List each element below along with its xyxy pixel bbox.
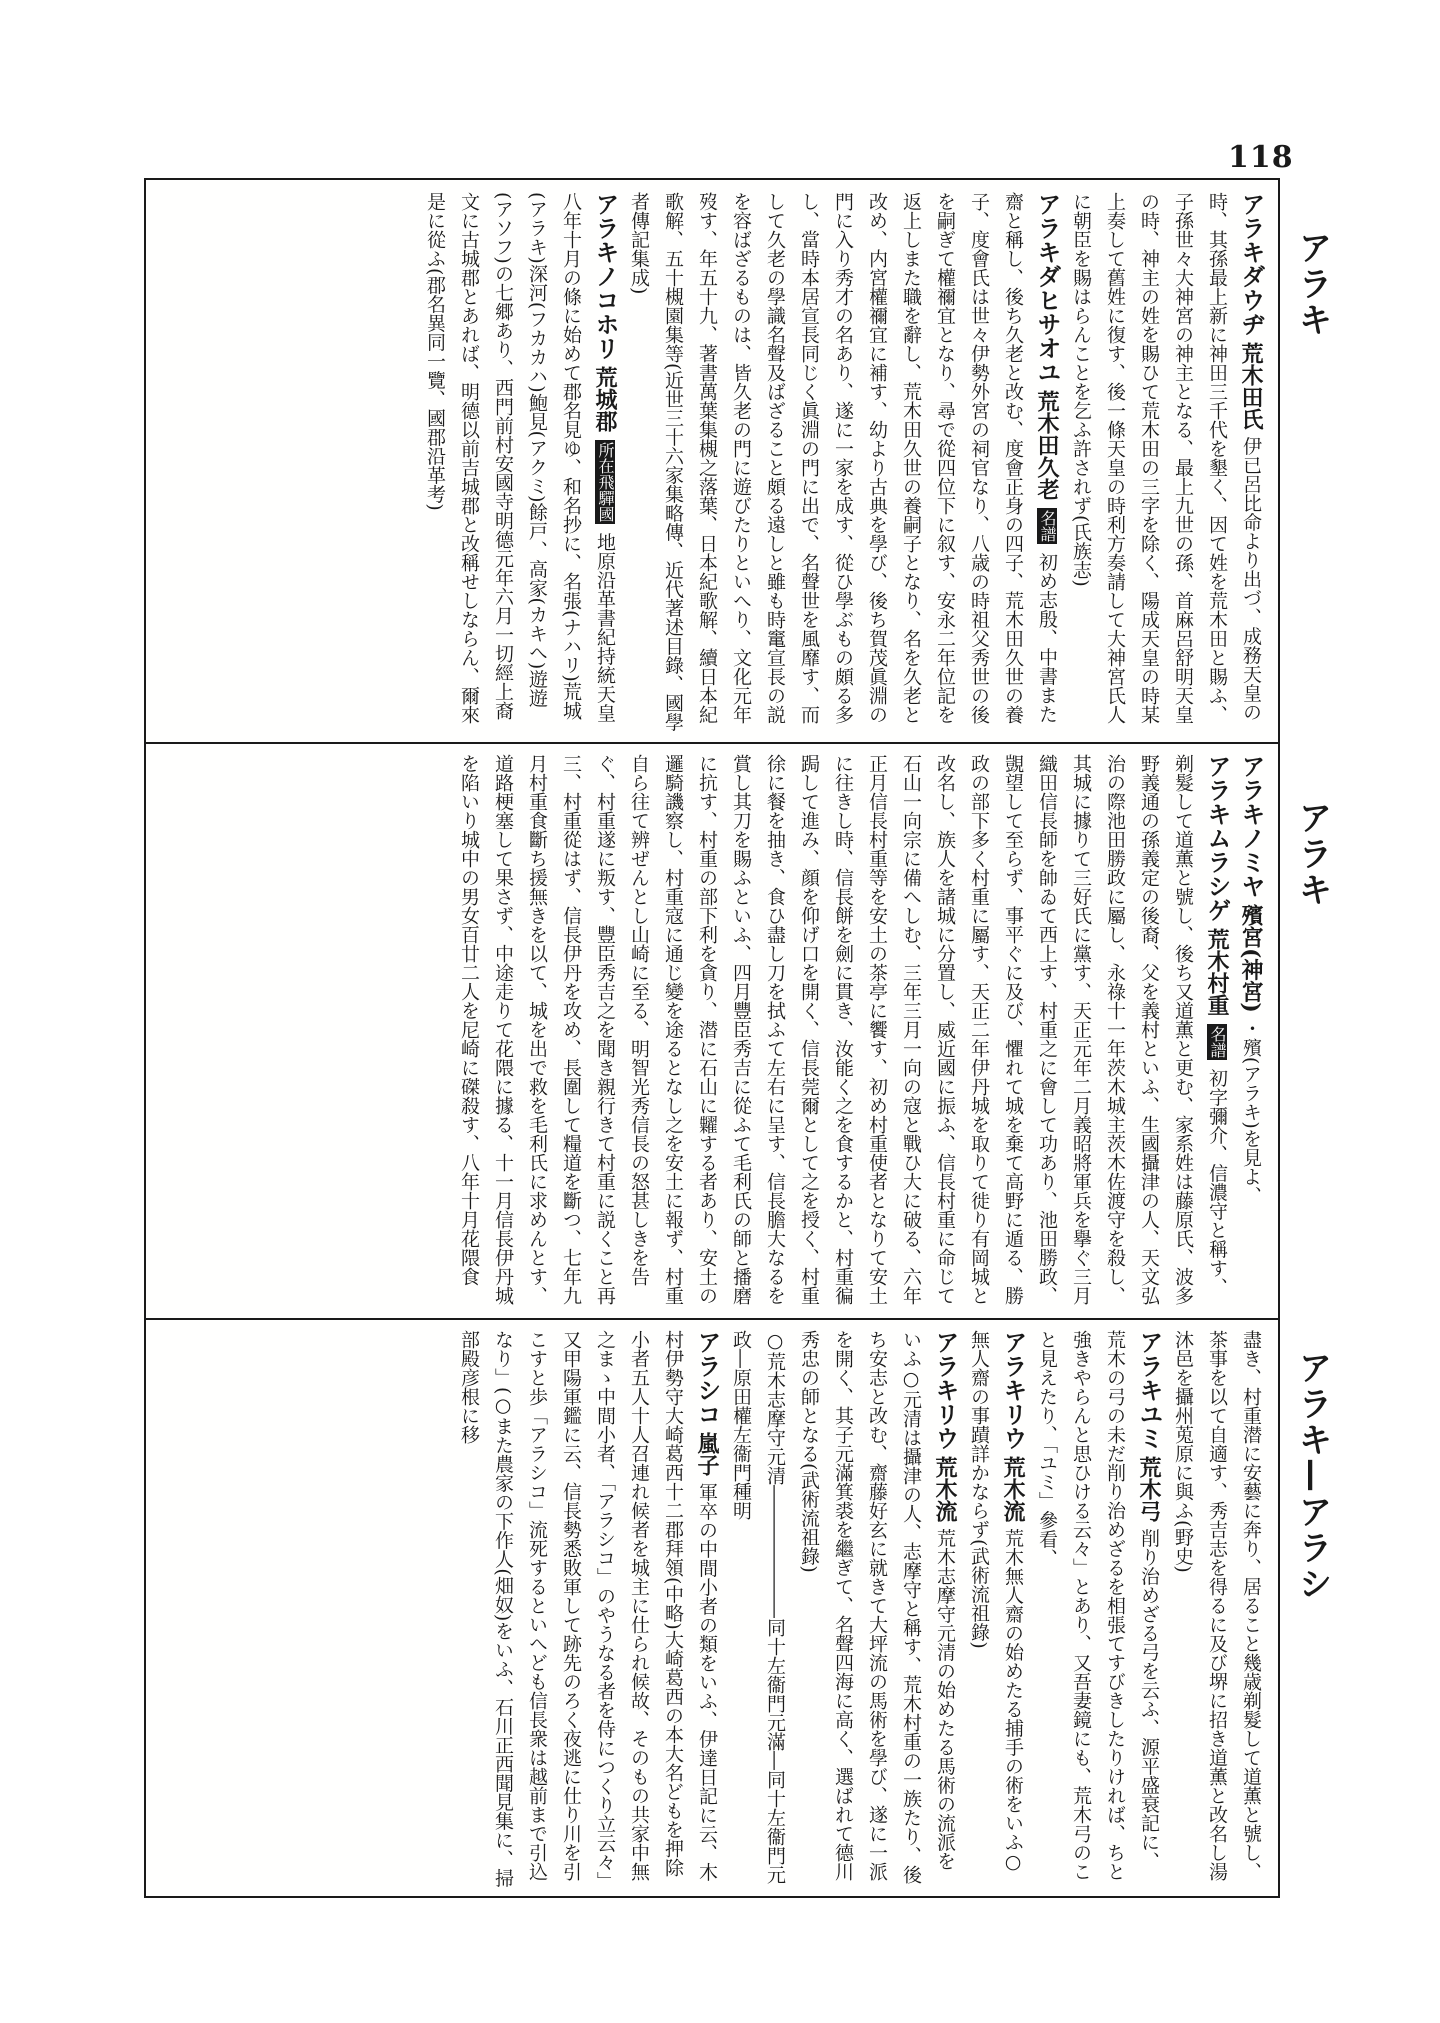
- entry-body: 盡き、村重潜に安藝に奔り、居ること幾歳剃髮して道薫と號し、茶事を以て自適す、秀吉志を得るに及び堺に招き道薫と改名し湯沐邑を攝州莵原に與ふ(野史): [1172, 1330, 1262, 1881]
- entry-heading: アラキユミ: [1135, 1330, 1163, 1450]
- entry-tag: 名譜: [1208, 1026, 1227, 1059]
- entry-body: 削り治めざる弓を云ふ、源平盛衰記に、荒木の弓の未だ削り治めざるを相張てすびきしたりければ、ちと強きやらんと思ひける云々」とあり、又吾妻鏡にも、荒木弓のこと見えたり、「ユミ」參看、: [1036, 1330, 1160, 1881]
- entry: [1234, 754, 1268, 1308]
- entry-body: 荒木無人齋の始めたる捕手の術をいふ○無人齋の事蹟詳かならず(武術流祖錄): [968, 1330, 1024, 1874]
- entry-kanji: 荒木田氏: [1238, 342, 1264, 431]
- entry-body: 初め志殷、中書また齋と稱し、後ち久老と改む、度會正身の四子、荒木田久世の養子、度會氏は世々伊勢外宮の祠官なり、八歳の時祖父秀世の後を嗣ぎて權禰宜となり、尋で從四位下に叙す、安永二年位記を返上しまた職を辭し、荒木田久世の養嗣子となり、名を久老と改め、内宮權禰宜に補す、幼より古典を學び、後ち賀茂眞淵の門に入り秀才の名あり、遂に一家を成す、從ひ學ぶもの頗る多し、當時本居宣長同じく眞淵の門に出で、名聲世を風靡す、而して久老の學識名聲及ばざること頗る遠しと雖も時竃宣長の説を容ばざるものは、皆久老の門に遊びたりといへり、文化元年歿す、年五十九、著書萬葉集槻之落葉、日本紀歌解、續日本紀歌解、五十槻園集等(近世三十六家集略傳、近代著述目錄、國學者傳記集成): [628, 192, 1058, 732]
- entry-body: ・殯(アラキ)を見よ、: [1240, 1018, 1262, 1205]
- section-divider: [146, 1318, 1278, 1320]
- entry: [452, 1330, 724, 1888]
- entry-heading: アラキダウヂ: [1237, 192, 1265, 336]
- entry-kanji: 荒城郡: [592, 366, 618, 433]
- entry-body: 伊已呂比命より出づ、成務天皇の時、其孫最上新に神田三千代を墾く、因て姓を荒木田と賜ふ、子孫世々大神宮の神主となる、最上九世の孫、首麻呂舒明天皇の時、神主の姓を賜ひて荒木田の三字を除く、陽成天皇の時某上奏して舊姓に復す、後一條天皇の時利方奏請して大神宮氏人に朝臣を賜はらんことを乞ふ許されず(氏族志): [1070, 192, 1262, 724]
- section-2: [158, 754, 1268, 1308]
- entry: [418, 192, 622, 732]
- genealogy: [724, 1330, 792, 1888]
- entry-heading: アラキダヒサオユ: [1033, 192, 1061, 384]
- entry-heading: アラキノミヤ: [1237, 754, 1265, 898]
- entry-body: 初字彌介、信濃守と稱す、剃髮して道薫と號し、後ち又道薫と更む、家系姓は藤原氏、波多野義通の孫義定の後裔、父を義村といふ、生國攝津の人、天文弘治の際池田勝政に屬し、永祿十一年茨木城主茨木佐渡守を殺し、其城に據りて三好氏に黨す、天正元年二月義昭將軍兵を擧ぐ三月織田信長師を帥ゐて西上す、村重之に會して功あり、池田勝政、覬望して至らず、事平ぐに及び、懼れて城を棄て高野に遁る、勝政の部下多く村重に屬す、天正二年伊丹城を取りて徙り有岡城と改名し、族人を諸城に分置し、威近國に振ふ、信長村重に命じて石山一向宗に備へしむ、三年三月一向の寇と戰ひ大に破る、六年正月信長村重等を安土の茶亭に饗す、初め村重使者となりて安土に往きし時、信長餅を劍に貫き、汝能く之を食するかと、村重徧跼して進み、顔を仰げ口を開く、信長莞爾として之を授く、村重徐に餐を抽き、食ひ盡し刀を拭ふて左右に呈す、信長膽大なるを賞し其刀を賜ふといふ、四月豐臣秀吉に從ふて毛利氏の師と播磨に抗す、村重の部下利を貪り、潜に石山に糶する者あり、安土の邏騎譏察し、村重寇に通じ變を途るとなし之を安土に報ず、村重自ら往て辨ぜんとし山崎に至る、明智光秀信長の怒甚しきを告ぐ、村重遂に叛す、豐臣秀吉之を聞き親行きて村重に説くこと再三、村重從はず、信長伊丹を攻め、長圍して糧道を斷つ、七年九月村重食斷ち援無きを以て、城を出で救を毛利氏に求めんとす、道路梗塞して果さず、中途走りて花隈に據る、十一月信長伊丹城を陷いり城中の男女百廿二人を尼崎に磔殺す、八年十月花隈食: [458, 754, 1228, 1305]
- entry-heading: アラキムラシゲ: [1203, 754, 1231, 922]
- entry-body: 軍卒の中間小者の類をいふ、伊達日記に云、木村伊勢守大崎葛西十二郡拜領(中略)大崎葛西の本大名どもを押除小者五人十人召連れ候者を城主に仕られ候故、そのもの共家中無之まゝ中間小者、「アラシコ」のやうなる者を侍につくり立云々」又甲陽軍鑑に云、信長勢悉敗軍して跡先のろく夜逃に仕り川を引こすと歩「アラシコ」流死するといへども信長衆は越前まで引込なり」(○また農家の下作人(畑奴)をいふ、石川正西聞見集に、掃部殿彦根に移: [458, 1330, 718, 1888]
- entry: [622, 192, 1064, 732]
- entry: [1064, 192, 1268, 732]
- entry-kanji: 殯宮(神宮): [1238, 904, 1264, 1013]
- entry: [452, 754, 1234, 1308]
- page-number: 118: [1228, 140, 1294, 175]
- page-frame: [144, 178, 1280, 1898]
- entry-heading: アラキリウ: [999, 1330, 1027, 1450]
- section-3: [158, 1330, 1268, 1888]
- entry-kanji: 荒木田久老: [1034, 390, 1060, 501]
- entry-heading: アラキノコホリ: [591, 192, 619, 360]
- entry-kanji: 荒木流: [932, 1456, 958, 1523]
- entry-heading: アラキリウ: [931, 1330, 959, 1450]
- entry-kanji: 嵐子: [694, 1432, 720, 1477]
- entry-tag: 名譜: [1038, 510, 1057, 543]
- entry: [792, 1330, 962, 1888]
- entry-kanji: 荒木流: [1000, 1456, 1026, 1523]
- side-heading-3: アラキ—アラシ: [1292, 1350, 1332, 1602]
- entry: [1166, 1330, 1268, 1888]
- entry-kanji: 荒木弓: [1136, 1456, 1162, 1523]
- side-heading-2: アラキ: [1292, 800, 1332, 908]
- entry: [962, 1330, 1030, 1888]
- side-heading-1: アラキ: [1292, 230, 1332, 338]
- entry-body: 荒木志摩守元清の始めたる馬術の流派をいふ○元清は攝津の人、志摩守と稱す、荒木村重の一族たり、後ち安志と改む、齋藤好玄に就きて大坪流の馬術を學び、遂に一派を開く、其子元滿箕裘を繼ぎて、名聲四海に高く、選ばれて德川秀忠の師となる(武術流祖錄): [798, 1330, 956, 1884]
- entry-heading: アラシコ: [693, 1330, 721, 1426]
- section-divider: [146, 742, 1278, 744]
- genealogy-text: ○荒木志摩守元清―――――――同十左衞門元滿―同十左衞門元政―原田權左衞門種明: [730, 1330, 786, 1884]
- entry-tag: 所在飛驒國: [596, 442, 615, 523]
- entry-body: 地原沿革書紀持統天皇八年十月の條に始めて郡名見ゆ、和名抄に、名張(ナハリ)荒城(アラキ)深河(フカカハ)鮑見(アクミ)餘戸、高家(カキへ)遊遊(アソフ)の七郷あり、西門前村安國寺明德元年六月一切經上裔文に古城郡とあれば、明德以前吉城郡と改稱せしならん、爾來是に從ふ(郡名異同一覽、國郡沿革考): [424, 192, 616, 724]
- entry: [1030, 1330, 1166, 1888]
- section-1: [158, 192, 1268, 732]
- entry-kanji: 荒木村重: [1204, 928, 1230, 1017]
